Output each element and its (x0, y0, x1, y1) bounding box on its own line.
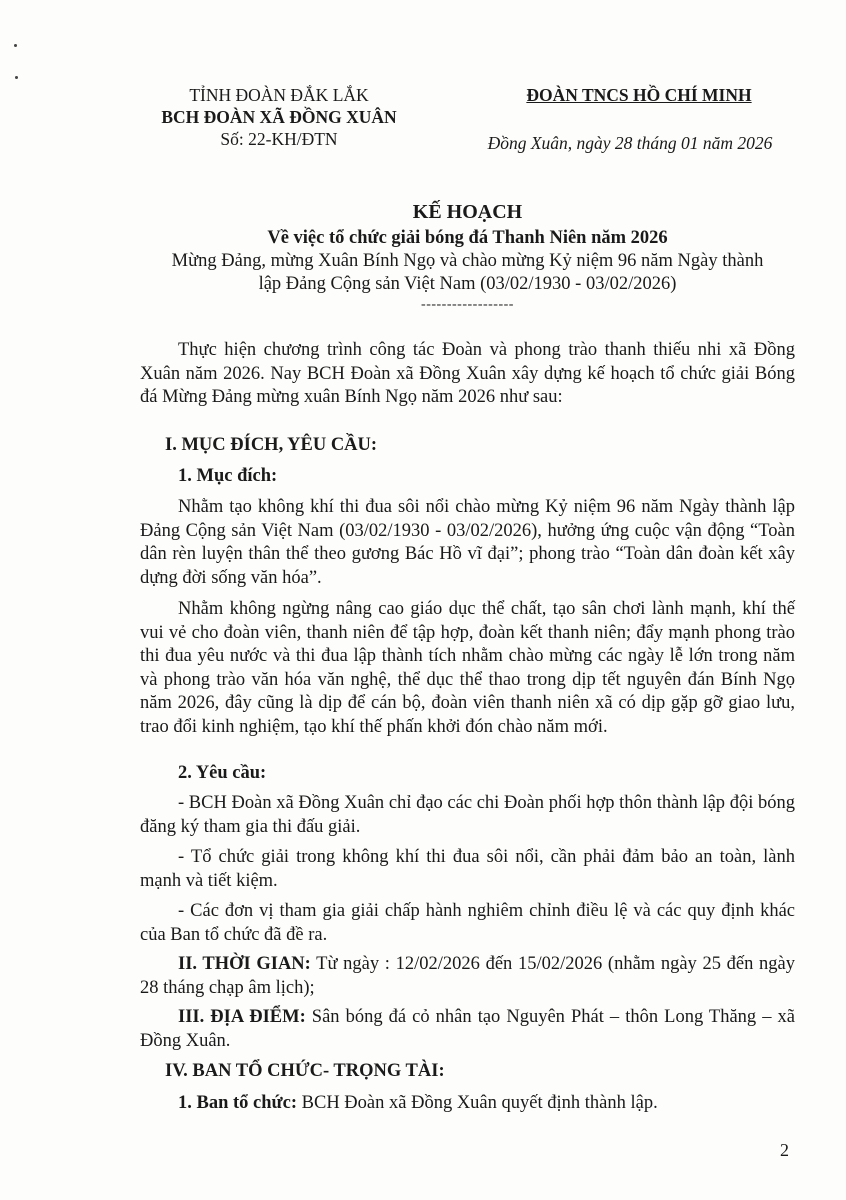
item-1-label: 1. Ban tổ chức: (178, 1093, 298, 1113)
subject-line-4: lập Đảng Cộng sản Việt Nam (03/02/1930 - 03/02/2026) (258, 274, 677, 294)
purpose-paragraph-1: Nhằm tạo không khí thi đua sôi nổi chào mừng Kỷ niệm 96 năm Ngày thành lập Đảng Cộng sản Việt Nam (03/02/1930 - 03/02/2026), hưởng ứng cuộc vận động “Toàn dân rèn luyện thân thể theo gương Bác Hồ vĩ đại”; phong trào “Toàn dân đoàn kết xây dựng đời sống văn hóa”. (140, 497, 795, 588)
section-2-text: Từ ngày : 12/02/2026 đến 15/02/2026 (nhằm ngày 25 đến ngày 28 tháng chạp âm lịch); (140, 954, 795, 998)
requirements-heading: 2. Yêu cầu: (178, 763, 267, 783)
organizing-committee (140, 1092, 795, 1116)
document-subject: Về việc tổ chức giải bóng đá Thanh Niên năm 2026 (267, 228, 668, 248)
intro-paragraph: Thực hiện chương trình công tác Đoàn và phong trào thanh thiếu nhi xã Đồng Xuân năm 2026. Nay BCH Đoàn xã Đồng Xuân xây dựng kế hoạch tổ chức giải Bóng đá Mừng Đảng mừng xuân Bính Ngọ năm 2026 như sau: (140, 340, 795, 408)
item-1-text: BCH Đoàn xã Đồng Xuân quyết định thành lập. (297, 1093, 658, 1113)
commune-committee: BCH ĐOÀN XÃ ĐỒNG XUÂN (161, 107, 397, 127)
section-3-text: Sân bóng đá cỏ nhân tạo Nguyên Phát – thôn Long Thăng – xã Đồng Xuân. (140, 1007, 795, 1051)
requirement-2: - Tổ chức giải trong không khí thi đua sôi nổi, cần phải đảm bảo an toàn, lành mạnh và tiết kiệm. (140, 847, 795, 891)
page-number: 2 (780, 1140, 789, 1160)
subject-line-3: Mừng Đảng, mừng Xuân Bính Ngọ và chào mừng Kỷ niệm 96 năm Ngày thành (171, 251, 764, 271)
doc-number: Số: 22-KH/ĐTN (220, 129, 338, 149)
scan-mark (14, 44, 17, 47)
province-union: TỈNH ĐOÀN ĐẮK LẮK (189, 85, 369, 105)
scan-mark (15, 76, 18, 79)
document-title: KẾ HOẠCH (412, 201, 523, 223)
union-name: ĐOÀN TNCS HỒ CHÍ MINH (526, 85, 752, 105)
requirement-3: - Các đơn vị tham gia giải chấp hành nghiêm chỉnh điều lệ và các quy định khác của Ban tổ chức đã đề ra. (140, 901, 795, 945)
section-3-location (140, 1006, 795, 1053)
section-4-heading: IV. BAN TỔ CHỨC- TRỌNG TÀI: (165, 1061, 445, 1081)
date-line: Đồng Xuân, ngày 28 tháng 01 năm 2026 (487, 133, 773, 153)
purpose-heading: 1. Mục đích: (178, 466, 278, 486)
section-2-label: II. THỜI GIAN: (178, 954, 311, 974)
requirement-1: - BCH Đoàn xã Đồng Xuân chỉ đạo các chi Đoàn phối hợp thôn thành lập đội bóng đăng ký tham gia thi đấu giải. (140, 793, 795, 837)
title-separator: ------------------ (421, 297, 514, 312)
purpose-paragraph-2: Nhằm không ngừng nâng cao giáo dục thể chất, tạo sân chơi lành mạnh, khí thế vui vẻ cho đoàn viên, thanh niên để tập hợp, đoàn kết thanh niên; đẩy mạnh phong trào thi đua yêu nước và thi đua lập thành tích nhằm chào mừng các ngày lễ lớn trong năm và phong trào văn hóa văn nghệ, thể dục thể thao trong dịp tết nguyên đán Bính Ngọ năm 2026, đây cũng là dịp để cán bộ, đoàn viên thanh niên xã có dịp gặp gỡ giao lưu, trao đổi kinh nghiệm, tạo khí thế phấn khởi đón chào năm mới. (140, 599, 795, 737)
section-1-heading: I. MỤC ĐÍCH, YÊU CẦU: (165, 435, 378, 455)
section-3-label: III. ĐỊA ĐIỂM: (178, 1007, 306, 1027)
section-2-time (140, 953, 795, 1000)
header-left (150, 84, 408, 150)
